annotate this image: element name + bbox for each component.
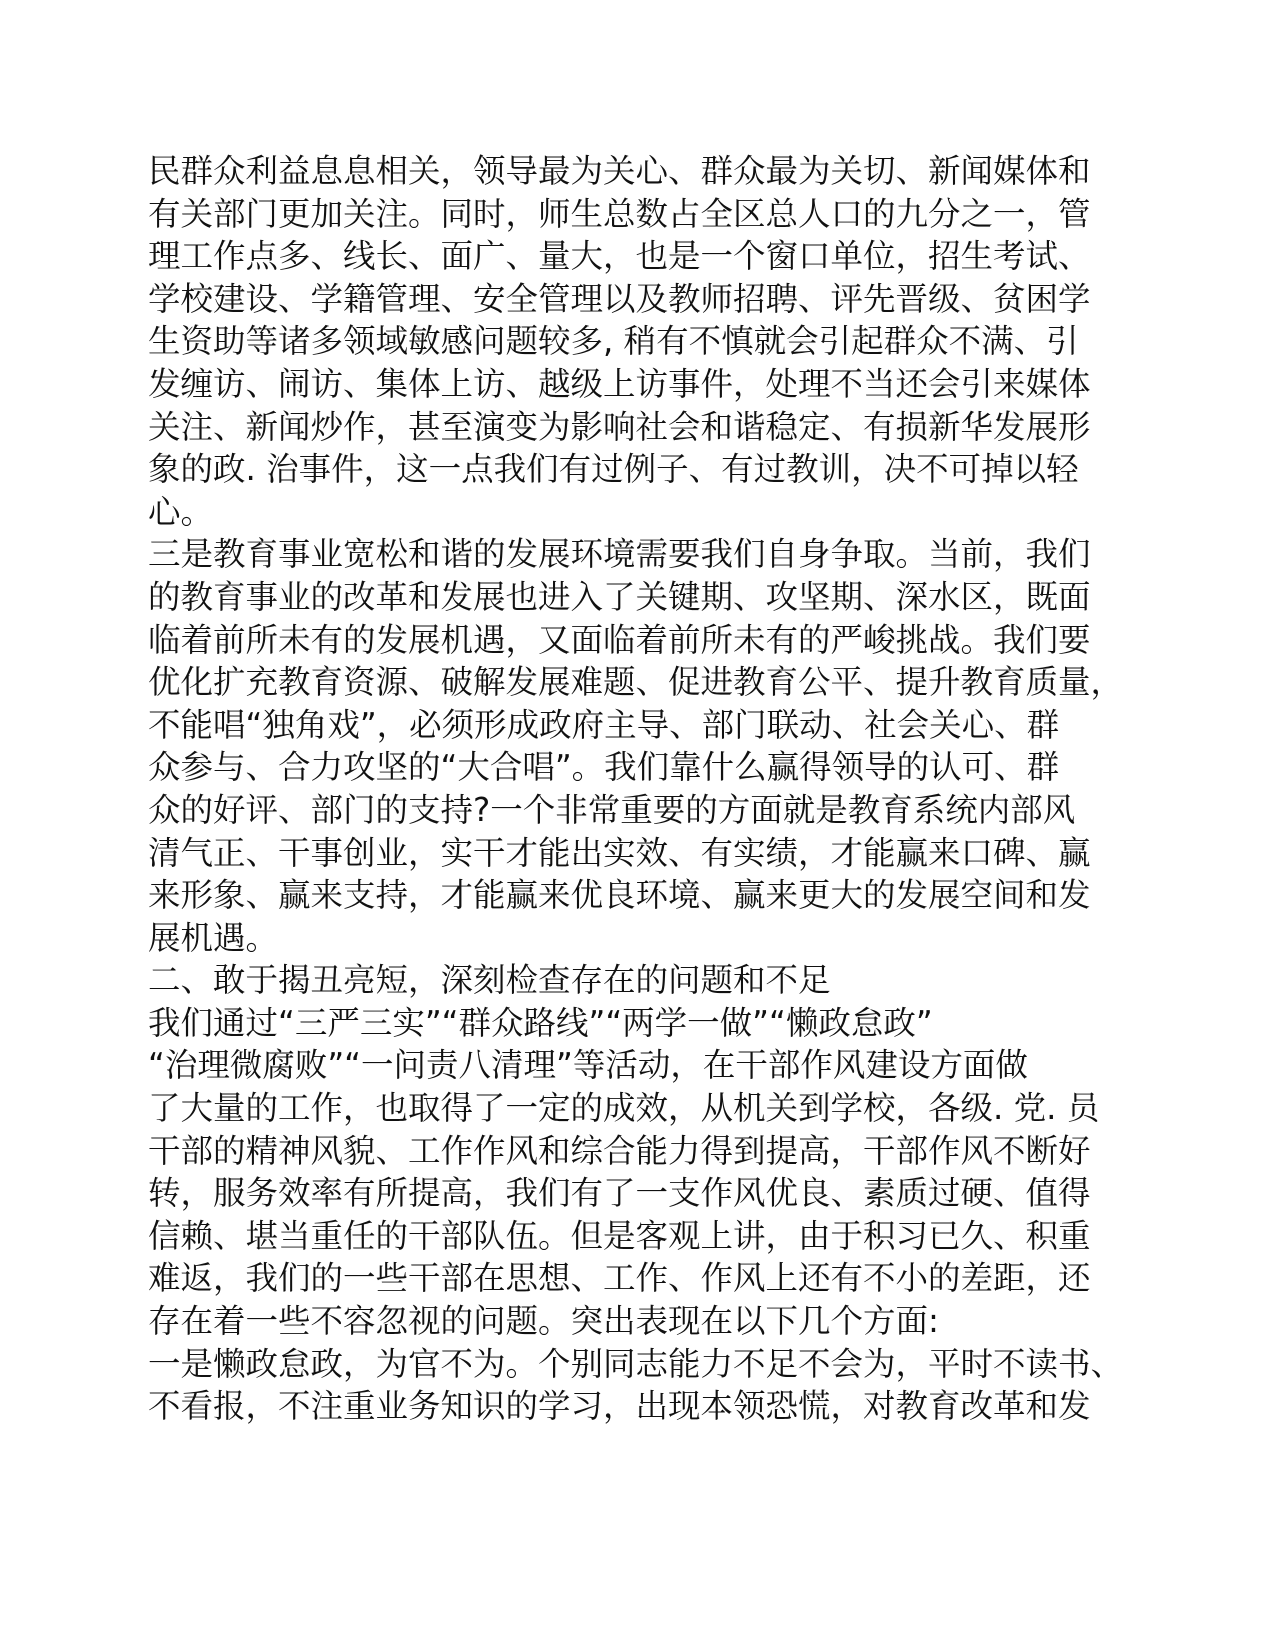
text-line: 民群众利益息息相关，领导最为关心、群众最为关切、新闻媒体和 <box>148 152 1091 190</box>
text-line: 不能唱“独角戏”，必须形成政府主导、部门联动、社会关心、群 <box>148 705 1060 744</box>
text-line: 清气正、干事创业，实干才能出实效、有实绩，才能赢来口碑、赢 <box>148 833 1091 872</box>
text-line: 优化扩充教育资源、破解发展难题、促进教育公平、提升教育质量， <box>148 663 1124 702</box>
text-line: 象的政. 治事件，这一点我们有过例子、有过教训，决不可掉以轻 <box>148 450 1079 489</box>
text-line: 临着前所未有的发展机遇，又面临着前所未有的严峻挑战。我们要 <box>148 620 1091 659</box>
text-line: 展机遇。 <box>148 918 279 957</box>
text-line: 众参与、合力攻坚的“大合唱”。我们靠什么赢得领导的认可、群 <box>148 748 1060 787</box>
text-line: “治理微腐败”“一问责八清理”等活动，在干部作风建设方面做 <box>148 1046 1028 1085</box>
document-body <box>148 150 1124 1428</box>
text-line: 信赖、堪当重任的干部队伍。但是客观上讲，由于积习已久、积重 <box>148 1216 1091 1255</box>
text-line: 了大量的工作，也取得了一定的成效，从机关到学校，各级. 党. 员 <box>148 1089 1100 1128</box>
text-line: 存在着一些不容忽视的问题。突出表现在以下几个方面: <box>148 1302 939 1341</box>
text-line: 三是教育事业宽松和谐的发展环境需要我们自身争取。当前，我们 <box>148 535 1091 574</box>
text-line: 有关部门更加关注。同时，师生总数占全区总人口的九分之一，管 <box>148 194 1091 233</box>
text-line: 生资助等诸多领域敏感问题较多, 稍有不慎就会引起群众不满、引 <box>148 322 1079 361</box>
text-line: 难返，我们的一些干部在思想、工作、作风上还有不小的差距，还 <box>148 1259 1091 1298</box>
section-heading: 二、敢于揭丑亮短，深刻检查存在的问题和不足 <box>148 961 831 1000</box>
text-line: 我们通过“三严三实”“群众路线”“两学一做”“懒政怠政” <box>148 1003 933 1042</box>
text-line: 转，服务效率有所提高，我们有了一支作风优良、素质过硬、值得 <box>148 1174 1091 1213</box>
text-line: 发缠访、闹访、集体上访、越级上访事件，处理不当还会引来媒体 <box>148 364 1091 403</box>
text-line: 来形象、赢来支持，才能赢来优良环境、赢来更大的发展空间和发 <box>148 876 1091 915</box>
text-line: 学校建设、学籍管理、安全管理以及教师招聘、评先晋级、贫困学 <box>148 279 1091 318</box>
text-line: 关注、新闻炒作，甚至演变为影响社会和谐稳定、有损新华发展形 <box>148 407 1091 446</box>
text-line: 一是懒政怠政，为官不为。个别同志能力不足不会为，平时不读书、 <box>148 1344 1124 1383</box>
text-line: 干部的精神风貌、工作作风和综合能力得到提高，干部作风不断好 <box>148 1131 1091 1170</box>
text-line: 不看报，不注重业务知识的学习，出现本领恐慌，对教育改革和发 <box>148 1387 1091 1426</box>
text-line: 理工作点多、线长、面广、量大，也是一个窗口单位，招生考试、 <box>148 237 1091 276</box>
text-line: 心。 <box>148 492 214 531</box>
text-line: 的教育事业的改革和发展也进入了关键期、攻坚期、深水区，既面 <box>148 577 1091 616</box>
text-line: 众的好评、部门的支持?一个非常重要的方面就是教育系统内部风 <box>148 790 1076 829</box>
